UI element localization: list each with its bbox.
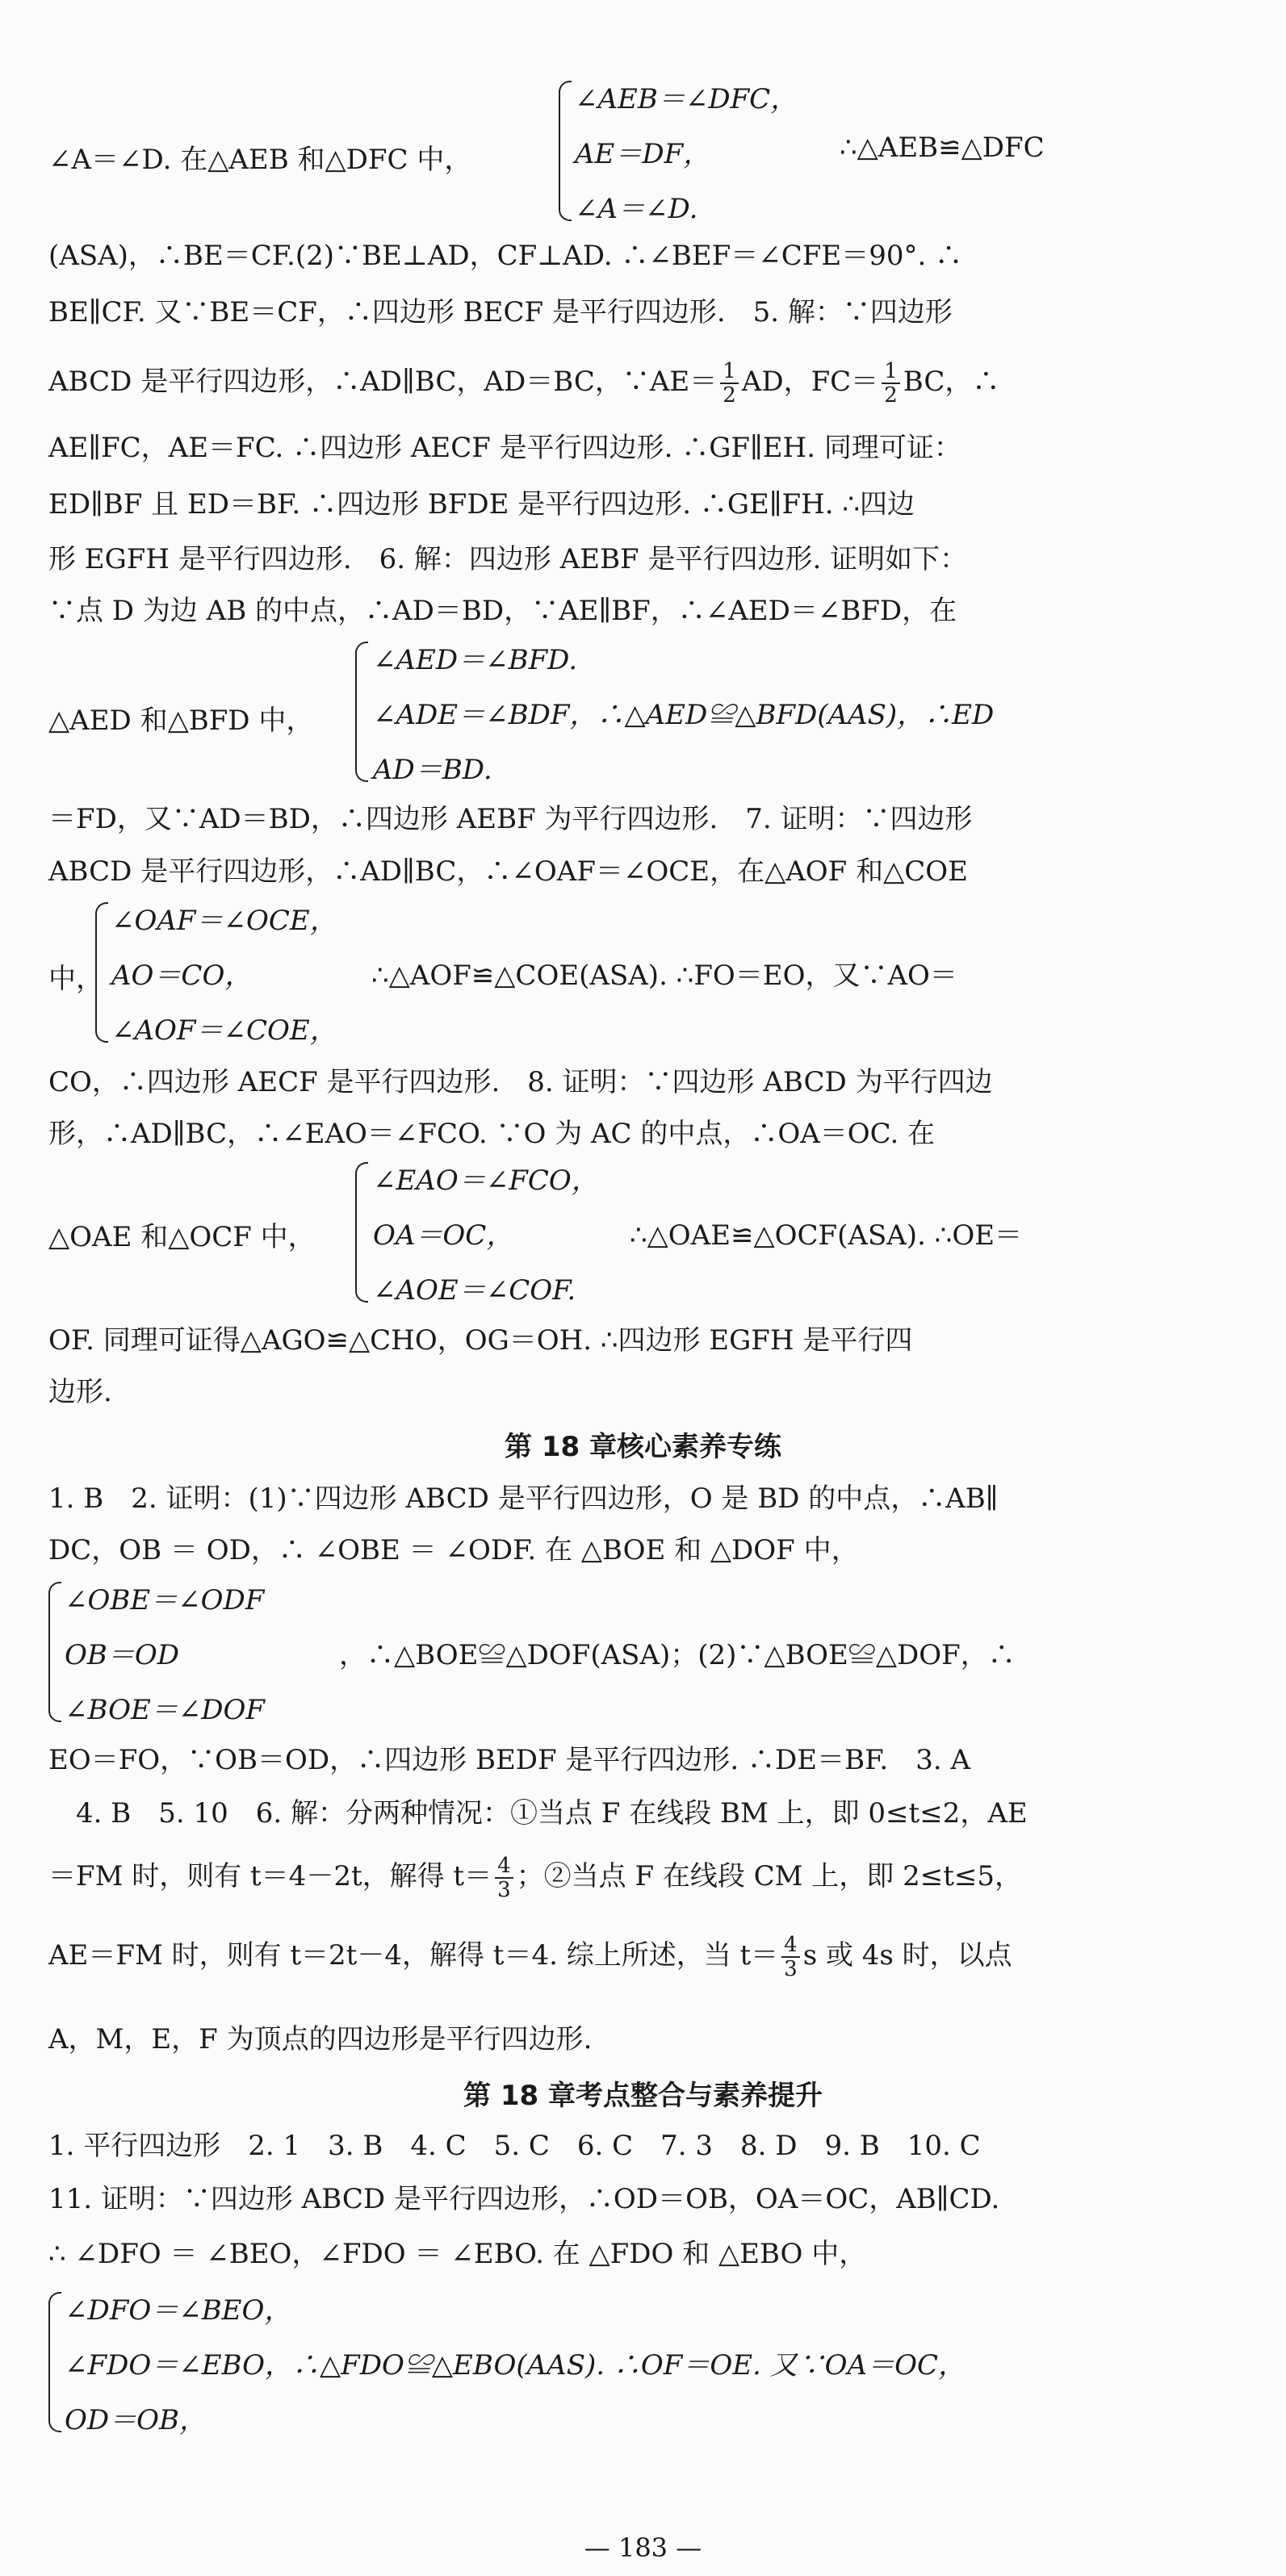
text-segment: AE＝FM 时，则有 t＝2t－4，解得 t＝4. 综上所述，当 t＝ — [48, 1939, 779, 1972]
text-line: ABCD 是平行四边形，∴AD∥BC，∴∠OAF＝∠OCE，在△AOF 和△COE — [48, 855, 968, 888]
system-line: OB＝OD — [65, 1639, 179, 1671]
page-number: — 183 — — [584, 2532, 702, 2563]
text-line: ，∴△BOE≌△DOF(ASA)；(2)∵△BOE≌△DOF，∴ — [339, 1639, 1016, 1671]
text-segment: s 或 4s 时，以点 — [802, 1939, 1012, 1972]
text-line: OF. 同理可证得△AGO≌△CHO，OG＝OH. ∴四边形 EGFH 是平行四 — [48, 1324, 913, 1357]
system-line: ∠BOE＝∠DOF — [65, 1694, 266, 1726]
text-segment: AD，FC＝ — [741, 366, 879, 398]
system-line: AO＝CO， — [111, 960, 253, 992]
text-line: 形 EGFH 是平行四边形. 6. 解：四边形 AEBF 是平行四边形. 证明如下： — [48, 543, 968, 575]
text-line: (ASA)，∴BE＝CF.(2)∵BE⊥AD，CF⊥AD. ∴∠BEF＝∠CFE＝90°. ∴ — [48, 240, 963, 272]
brace — [355, 1162, 368, 1303]
system-line: ∠AEB＝∠DFC， — [575, 83, 798, 115]
system-line: ∠ADE＝∠BDF，∴△AED≌△BFD(AAS)，∴ED — [373, 699, 995, 731]
section-heading: 第 18 章核心素养专练 — [505, 1431, 781, 1463]
system-line: ∠OBE＝∠ODF — [65, 1584, 265, 1616]
text-line: 形，∴AD∥BC，∴∠EAO＝∠FCO. ∵O 为 AC 的中点，∴OA＝OC. 在 — [48, 1118, 936, 1150]
text-line: ∠A＝∠D. 在△AEB 和△DFC 中， — [48, 144, 472, 176]
text-line: ∴△AOF≌△COE(ASA). ∴FO＝EO，又∵AO＝ — [371, 960, 957, 992]
text-segment: ABCD 是平行四边形，∴AD∥BC，AD＝BC，∵AE＝ — [48, 366, 718, 398]
text-line: 1. 平行四边形 2. 1 3. B 4. C 5. C 6. C 7. 3 8. D 9. B 10. C — [48, 2130, 981, 2162]
text-segment: ；②当点 F 在线段 CM 上，即 2≤t≤5， — [516, 1860, 1023, 1892]
text-line: 边形. — [48, 1376, 112, 1408]
system-line: ∠A＝∠D. — [575, 193, 698, 225]
system-line: ∠FDO＝∠EBO，∴△FDO≌△EBO(AAS). ∴OF＝OE. 又∵OA＝OC， — [65, 2349, 966, 2382]
system-line: ∠AED＝∠BFD. — [373, 644, 578, 676]
text-line: 4. B 5. 10 6. 解：分两种情况：①当点 F 在线段 BM 上，即 0≤t≤2，AE — [48, 1797, 1028, 1830]
text-line: AE∥FC，AE＝FC. ∴四边形 AECF 是平行四边形. ∴GF∥EH. 同理可证： — [48, 432, 961, 464]
brace — [355, 642, 368, 782]
text-line — [48, 1934, 1138, 1980]
brace — [95, 902, 108, 1043]
system-line: ∠OAF＝∠OCE， — [111, 905, 337, 937]
fraction: $\frac{1}{2}$ — [882, 360, 900, 407]
text-line: DC，OB ＝ OD，∴ ∠OBE ＝ ∠ODF. 在 △BOE 和 △DOF 中， — [48, 1534, 859, 1566]
brace — [48, 1582, 61, 1722]
fraction: $\frac{4}{3}$ — [495, 1855, 513, 1901]
section-heading: 第 18 章考点整合与素养提升 — [463, 2080, 823, 2112]
text-line — [48, 360, 1138, 407]
system-line: OA＝OC， — [373, 1219, 514, 1252]
brace — [48, 2292, 61, 2432]
text-segment: ＝FM 时，则有 t＝4－2t，解得 t＝ — [48, 1860, 492, 1892]
text-line — [48, 1855, 1138, 1901]
text-line: BE∥CF. 又∵BE＝CF，∴四边形 BECF 是平行四边形. 5. 解：∵四边形 — [48, 296, 953, 328]
text-line: ＝FD，又∵AD＝BD，∴四边形 AEBF 为平行四边形. 7. 证明：∵四边形 — [48, 803, 973, 835]
system-line: ∠AOE＝∠COF. — [373, 1274, 576, 1307]
text-line: ∵点 D 为边 AB 的中点，∴AD＝BD，∵AE∥BF，∴∠AED＝∠BFD，在 — [48, 595, 957, 627]
text-line: ∴△OAE≌△OCF(ASA). ∴OE＝ — [630, 1219, 1023, 1252]
system-line: ∠DFO＝∠BEO， — [65, 2294, 292, 2327]
text-segment: BC，∴ — [903, 366, 1000, 398]
text-line: ∴△AEB≌△DFC — [840, 132, 1045, 164]
text-line: △OAE 和△OCF 中， — [48, 1221, 316, 1253]
brace — [559, 81, 572, 221]
system-line: OD＝OB， — [65, 2404, 207, 2436]
text-line: △AED 和△BFD 中， — [48, 705, 314, 737]
text-line: 中， — [48, 963, 103, 995]
text-line: 1. B 2. 证明：(1)∵四边形 ABCD 是平行四边形，O 是 BD 的中点，∴AB∥ — [48, 1482, 999, 1515]
system-line: AD＝BD. — [373, 754, 492, 786]
text-line: CO，∴四边形 AECF 是平行四边形. 8. 证明：∵四边形 ABCD 为平行四边 — [48, 1066, 993, 1098]
system-line: ∠EAO＝∠FCO， — [373, 1165, 599, 1197]
fraction: $\frac{1}{2}$ — [720, 360, 739, 407]
text-line: 11. 证明：∵四边形 ABCD 是平行四边形，∴OD＝OB，OA＝OC，AB∥CD. — [48, 2183, 1000, 2215]
system-line: ∠AOF＝∠COE， — [111, 1014, 337, 1047]
text-line: A，M，E，F 为顶点的四边形是平行四边形. — [48, 2023, 593, 2055]
fraction: $\frac{4}{3}$ — [781, 1934, 800, 1980]
text-line: EO＝FO，∵OB＝OD，∴四边形 BEDF 是平行四边形. ∴DE＝BF. 3. A — [48, 1744, 971, 1776]
text-line: ED∥BF 且 ED＝BF. ∴四边形 BFDE 是平行四边形. ∴GE∥FH. ∴四边 — [48, 488, 915, 521]
system-line: AE＝DF， — [575, 138, 711, 170]
text-line: ∴ ∠DFO ＝ ∠BEO，∠FDO ＝ ∠EBO. 在 △FDO 和 △EBO 中， — [48, 2238, 867, 2270]
